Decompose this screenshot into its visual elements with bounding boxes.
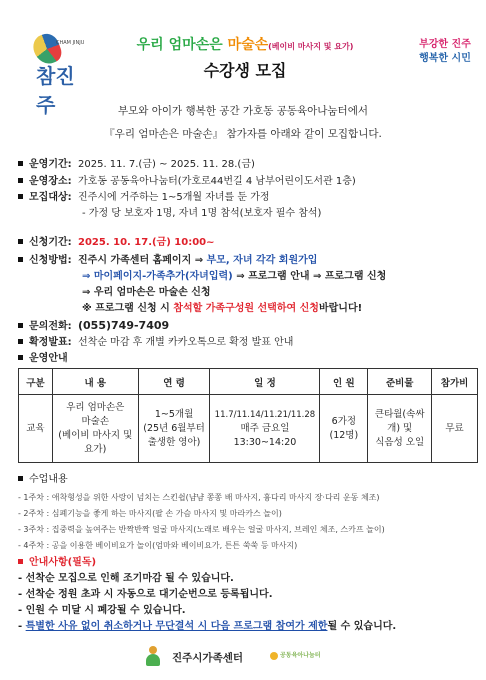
bullet-icon <box>18 355 23 360</box>
family-center-icon <box>144 646 162 668</box>
footer-org-name: 진주시가족센터 <box>172 652 244 664</box>
notice-item-last: - 특별한 사유 없이 취소하거나 무단결석 시 다음 프로그램 참여가 제한될 수 있습니다. <box>18 621 397 632</box>
info-method-3: ⇒ 우리 엄마손은 마술손 신청 <box>82 287 211 298</box>
notice-heading: 안내사항(필독) <box>18 556 96 570</box>
cell-age: 1~5개월 (25년 6월부터 출생한 영아) <box>138 395 210 463</box>
info-target-sub: - 가정 당 보호자 1명, 자녀 1명 참석(보호자 필수 참석) <box>82 208 322 219</box>
col-header: 연 령 <box>138 369 210 395</box>
bullet-icon <box>18 239 23 244</box>
col-header: 인 원 <box>320 369 368 395</box>
notice-item: - 선착순 정원 초과 시 자동으로 대기순번으로 등록됩니다. <box>18 589 273 600</box>
col-header: 내 용 <box>52 369 138 395</box>
bullet-icon <box>18 194 23 199</box>
intro-line2: 『우리 엄마손은 마술손』 참가자를 아래와 같이 모집합니다. <box>104 128 382 140</box>
col-header: 참가비 <box>432 369 478 395</box>
cham-jinju-logo <box>30 26 90 117</box>
schedule-table <box>18 368 478 463</box>
col-header: 구분 <box>19 369 53 395</box>
bullet-icon <box>18 476 23 481</box>
bullet-icon <box>18 339 23 344</box>
nanumteo-logo-icon <box>270 652 278 660</box>
title-orange: 마술손 <box>227 37 269 53</box>
program-item: - 3주차 : 집중력을 높여주는 반짝반짝 얼굴 마사지(노래로 배우는 얼굴 마사지, 브레인 체조, 스카프 놀이) <box>18 525 385 534</box>
intro-text <box>0 100 486 146</box>
title-paren: (베이비 마사지 및 요가) <box>268 42 354 51</box>
city-slogan <box>412 38 478 66</box>
notice-item: - 선착순 모집으로 인해 조기마감 될 수 있습니다. <box>18 573 234 584</box>
program-item: - 4주차 : 공을 이용한 베이비요가 놀이(엄마와 베이비요가, 튼튼 쑥쑥 등 마사지) <box>18 541 298 550</box>
notice-item: - 인원 수 미달 시 폐강될 수 있습니다. <box>18 605 186 616</box>
title-green: 우리 엄마손은 <box>136 37 223 53</box>
slogan-line1: 부강한 진주 <box>419 39 471 50</box>
footer <box>0 640 486 670</box>
col-header: 준비물 <box>368 369 432 395</box>
cell-category: 교육 <box>19 395 53 463</box>
bullet-icon <box>18 178 23 183</box>
bullet-icon <box>18 257 23 262</box>
cell-content: 우리 엄마손은 마술손 (베이비 마사지 및 요가) <box>52 395 138 463</box>
cell-schedule: 11.7/11.14/11.21/11.28 매주 금요일 13:30~14:20 <box>210 395 320 463</box>
slogan-line2: 행복한 시민 <box>419 53 471 64</box>
info-target: 모집대상: 진주시에 거주하는 1~5개월 자녀를 둔 가정 <box>18 191 270 205</box>
nanumteo-logo: 공동육아나눔터 <box>270 650 330 664</box>
info-method-4: ※ 프로그램 신청 시 참석할 가족구성원 선택하여 신청바랍니다! <box>82 303 363 314</box>
cell-fee: 무료 <box>432 395 478 463</box>
bullet-icon <box>18 161 23 166</box>
table-header-row <box>19 369 478 395</box>
program-item: - 2주차 : 심폐기능을 좋게 하는 마사지(팔 손 가슴 마사지 및 마라카스 놀이) <box>18 509 282 518</box>
program-heading: 수업내용 <box>18 474 68 486</box>
cell-people: 6가정 (12명) <box>320 395 368 463</box>
info-apply-period: 신청기간: 2025. 10. 17.(금) 10:00~ <box>18 236 215 250</box>
info-place: 운영장소: 가호동 공동육아나눔터(가호로44번길 4 남부어린이도서관 1층) <box>18 175 356 189</box>
col-header: 일 정 <box>210 369 320 395</box>
cell-supplies: 큰타월(속싸 개) 및 식음성 오일 <box>368 395 432 463</box>
info-method: 신청방법: 진주시 가족센터 홈페이지 ⇒ 부모, 자녀 각각 회원가입 <box>18 254 317 268</box>
page-subtitle: 수강생 모집 <box>203 61 287 80</box>
page-title <box>110 34 380 54</box>
info-guide: 운영안내 <box>18 352 68 366</box>
logo-text: 참진주 <box>36 64 75 117</box>
table-row <box>19 395 478 463</box>
info-period: 운영기간: 2025. 11. 7.(금) ~ 2025. 11. 28.(금) <box>18 158 255 172</box>
bullet-icon <box>18 559 23 564</box>
info-method-2: ⇒ 마이페이지-가족추가(자녀입력) ⇒ 프로그램 안내 ⇒ 프로그램 신청 <box>82 271 387 282</box>
info-phone: 문의전화: (055)749-7409 <box>18 319 169 334</box>
bullet-icon <box>18 323 23 328</box>
logo-small-text: CHAM JINJU <box>56 40 85 46</box>
info-confirm: 확정발표: 선착순 마감 후 개별 카카오톡으로 확정 발표 안내 <box>18 336 293 350</box>
intro-line1: 부모와 아이가 행복한 공간 가호동 공동육아나눔터에서 <box>118 105 368 117</box>
program-item: - 1주차 : 애착형성을 위한 사랑이 넘치는 스킨쉽(냠냠 쫑쫑 배 마사지, 흉다리 마사지 장·다리 운동 체조) <box>18 493 380 502</box>
